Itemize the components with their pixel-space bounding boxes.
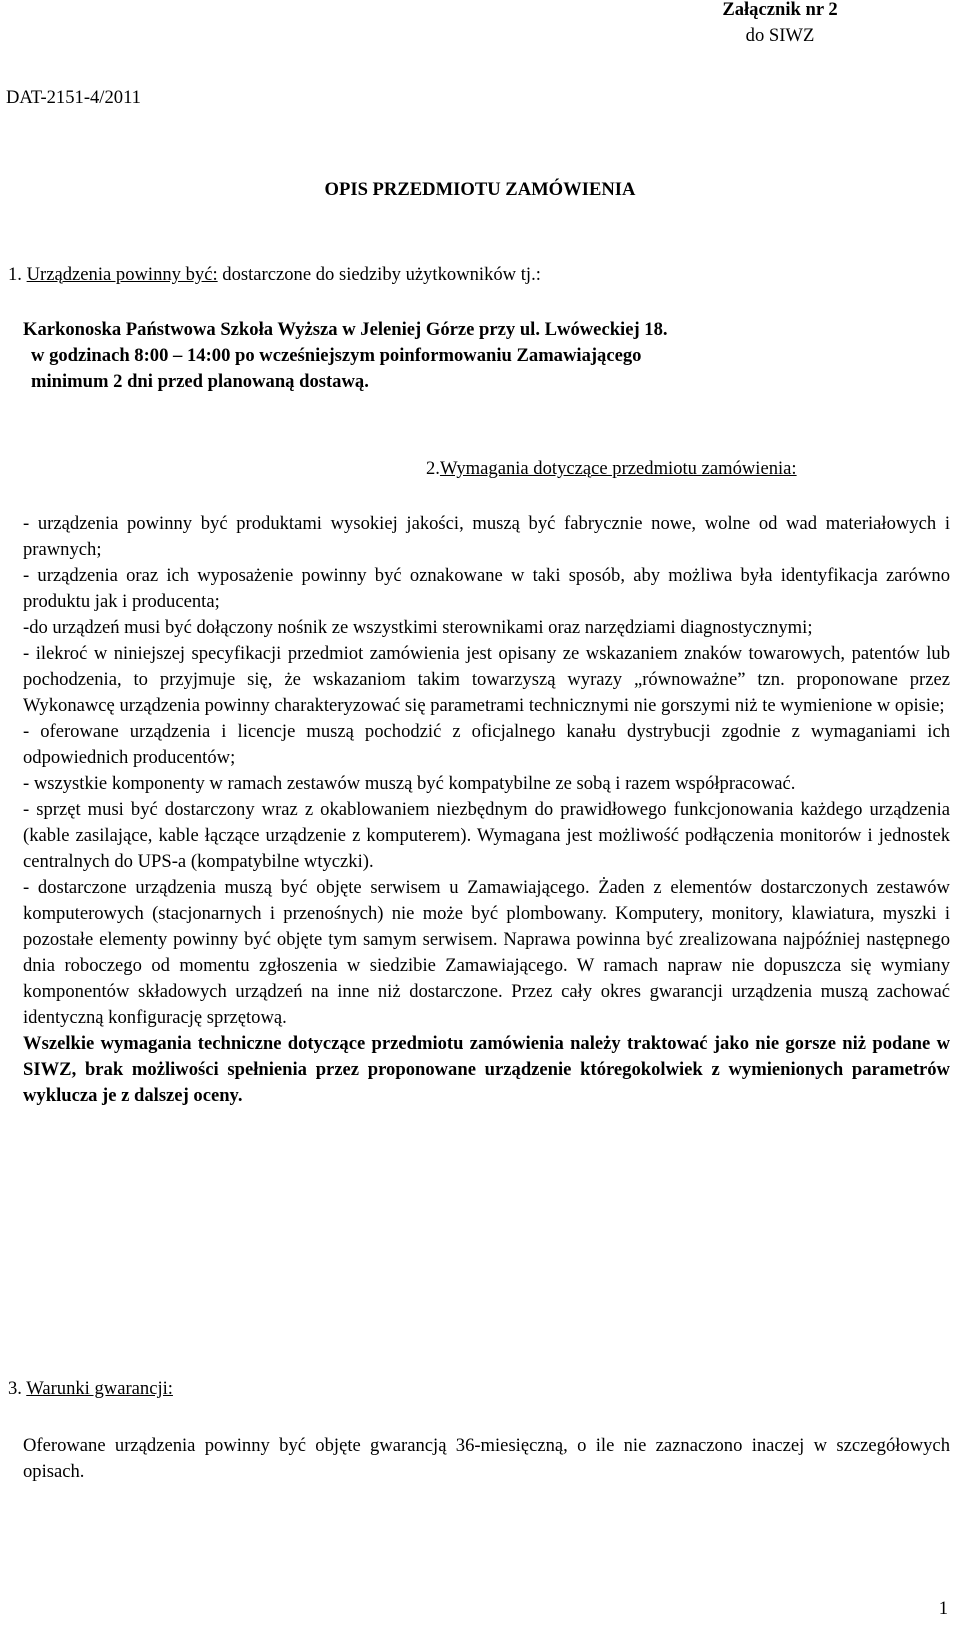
requirement-paragraph: - oferowane urządzenia i licencje muszą pochodzić z oficjalnego kanału dystrybucji zgodnie z wymaganiami ich odpowiednich producentów; <box>23 721 950 768</box>
section-1-heading-underlined: Urządzenia powinny być: <box>26 264 218 285</box>
delivery-address <box>23 317 953 395</box>
address-line: Karkonoska Państwowa Szkoła Wyższa w Jeleniej Górze przy ul. Lwóweckiej 18. <box>23 319 668 340</box>
section-2-heading <box>426 456 797 482</box>
address-line: minimum 2 dni przed planowaną dostawą. <box>31 371 369 392</box>
requirement-paragraph: - sprzęt musi być dostarczony wraz z okablowaniem niezbędnym do prawidłowego funkcjonowania każdego urządzenia (kable zasilające, kable łączące urządzenie z komputerem). Wymagana jest możliwość podłączenia monitorów i jednostek centralnych do UPS-a (kompatybilne wtyczki). <box>23 799 950 872</box>
requirement-paragraph: - dostarczone urządzenia muszą być objęte serwisem u Zamawiającego. Żaden z elementów dostarczonych zestawów komputerowych (stacjonarnych i przenośnych) nie może być plombowany. Komputery, monitory, klawiatura, myszki i pozostałe elementy powinny być objęte tym samym serwisem. Naprawa powinna być zrealizowana najpóźniej następnego dnia roboczego od momentu zgłoszenia w siedzibie Zamawiającego. W ramach napraw nie dopuszcza się wymiany komponentów składowych urządzeń na inne niż dostarczone. Przez cały okres gwarancji urządzenia muszą zachować identyczną konfigurację sprzętową. <box>23 877 950 1028</box>
requirement-paragraph: - wszystkie komponenty w ramach zestawów muszą być kompatybilne ze sobą i razem współpracować. <box>23 773 796 794</box>
section-3-number: 3. <box>8 1378 22 1399</box>
section-3-heading <box>8 1376 173 1402</box>
section-2-heading-text: Wymagania dotyczące przedmiotu zamówienia: <box>439 458 797 479</box>
requirement-paragraph: - urządzenia oraz ich wyposażenie powinny być oznakowane w taki sposób, aby możliwa była identyfikacja zarówno produktu jak i producenta; <box>23 565 950 612</box>
section-1-heading-rest: dostarczone do siedziby użytkowników tj.: <box>217 264 541 285</box>
annex-label <box>705 0 855 49</box>
section-2-number: 2. <box>426 458 440 479</box>
annex-number: Załącznik nr 2 <box>722 0 838 20</box>
document-title: OPIS PRZEDMIOTU ZAMÓWIENIA <box>324 179 636 200</box>
section-3-heading-text: Warunki gwarancji: <box>26 1378 173 1399</box>
annex-target: do SIWZ <box>745 25 815 46</box>
warranty-text: Oferowane urządzenia powinny być objęte gwarancją 36-miesięczną, o ile nie zaznaczono inaczej w szczegółowych opisach. <box>23 1435 950 1482</box>
reference-number: DAT-2151-4/2011 <box>6 87 141 108</box>
section-1-number: 1. <box>8 264 22 285</box>
requirement-paragraph: - ilekroć w niniejszej specyfikacji przedmiot zamówienia jest opisany ze wskazaniem znaków towarowych, patentów lub pochodzenia, to przyjmuje się, że wskazaniom takim towarzyszą wyrazy „równoważne” tzn. proponowane przez Wykonawcę urządzenia powinny charakteryzować się parametrami technicznymi nie gorszymi niż te wymienione w opisie; <box>23 643 950 716</box>
requirement-paragraph: - urządzenia powinny być produktami wysokiej jakości, muszą być fabrycznie nowe, wolne od wad materiałowych i prawnych; <box>23 513 950 560</box>
page-number: 1 <box>938 1598 948 1619</box>
requirement-paragraph: -do urządzeń musi być dołączony nośnik ze wszystkimi sterownikami oraz narzędziami diagnostycznymi; <box>23 617 813 638</box>
requirements-bold-note: Wszelkie wymagania techniczne dotyczące przedmiotu zamówienia należy traktować jako nie gorsze niż podane w SIWZ, brak możliwości spełnienia przez proponowane urządzenie któregokolwiek z wymienionych parametrów wyklucza je z dalszej oceny. <box>23 1033 950 1106</box>
section-1-heading <box>8 262 953 288</box>
address-line: w godzinach 8:00 – 14:00 po wcześniejszym poinformowaniu Zamawiającego <box>31 345 642 366</box>
requirements-list <box>23 511 950 1109</box>
